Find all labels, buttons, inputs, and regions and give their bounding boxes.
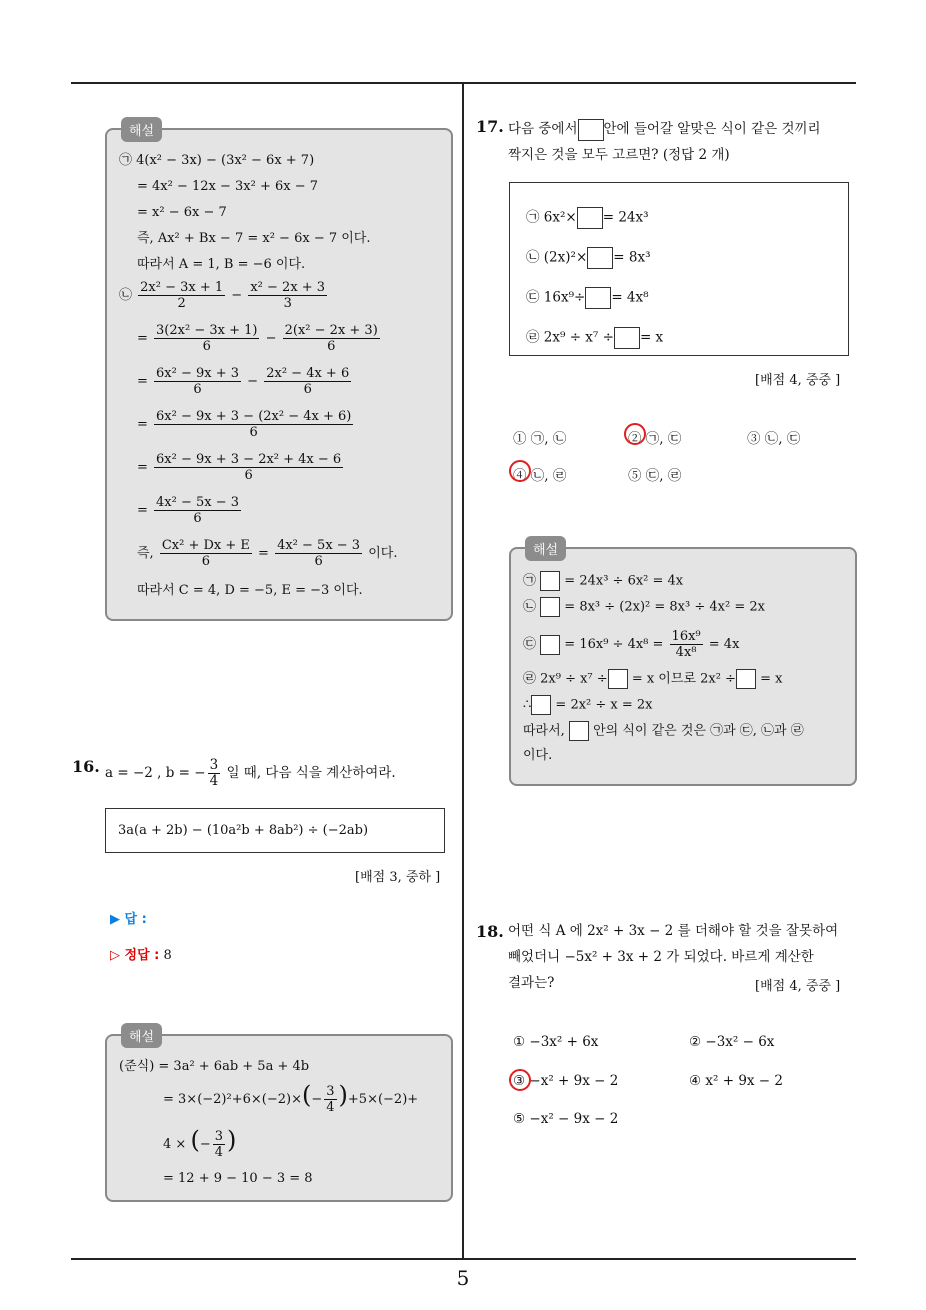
numerator: 4x² − 5x − 3	[277, 538, 361, 553]
q18-option-1[interactable]: ① −3x² + 6x	[513, 1034, 599, 1050]
denominator: 6	[202, 339, 211, 354]
sol-part: 안의 식이 같은 것은 ㉠과 ㉢, ㉡과 ㉣	[593, 723, 804, 739]
sol-line: = 12 + 9 − 10 − 3 = 8	[163, 1171, 313, 1186]
q16-expression: 3a(a + 2b) − (10a²b + 8ab²) ÷ (−2ab)	[118, 823, 369, 838]
denominator: 6	[249, 425, 258, 440]
answer-circle	[624, 423, 646, 445]
q17-line2: 짝지은 것을 모두 고르면? (정답 2 개)	[508, 147, 730, 163]
column-divider	[462, 84, 464, 1258]
solution-tab: 해설	[121, 117, 162, 142]
blank-box	[736, 669, 756, 689]
blank-box	[585, 287, 611, 309]
q18-option-5[interactable]: ⑤ −x² − 9x − 2	[513, 1111, 619, 1127]
blank-box	[540, 571, 560, 591]
q18-points: [배점 4, 중중 ]	[755, 979, 841, 994]
fraction	[154, 366, 241, 397]
q17-text	[508, 116, 858, 168]
blank-box	[577, 207, 603, 229]
solution-box-15	[105, 124, 453, 621]
q17-item	[526, 207, 649, 229]
sol-part: = x	[760, 671, 783, 687]
numerator: 6x² − 9x + 3	[156, 366, 240, 381]
q17-text-a: 다음 중에서	[508, 121, 578, 137]
item-right: = x	[639, 329, 664, 346]
numerator: 6x² − 9x + 3 − 2x² + 4x − 6	[156, 452, 342, 467]
sol-line: 따라서 C = 4, D = −5, E = −3 이다.	[137, 583, 363, 598]
numerator: 3	[214, 1129, 223, 1144]
fraction	[248, 280, 327, 311]
sol-part: 따라서,	[523, 723, 565, 739]
item-right: = 24x³	[602, 209, 649, 226]
solution-box-16	[105, 1030, 453, 1202]
fraction	[138, 280, 225, 311]
sol-line	[523, 629, 739, 660]
q18-line1: 어떤 식 A 에 2x² + 3x − 2 를 더해야 할 것을 잘못하여	[508, 923, 839, 939]
fraction	[154, 452, 343, 483]
answer-circle	[509, 460, 531, 482]
sol-line: = x² − 6x − 7	[137, 205, 227, 220]
sol-line: (준식) = 3a² + 6ab + 5a + 4b	[119, 1059, 310, 1074]
fraction	[160, 538, 252, 569]
sol-line	[523, 721, 804, 741]
blank-box	[531, 695, 551, 715]
numerator: 3(2x² − 3x + 1)	[156, 323, 258, 338]
item-left: ㉢ 16x⁹÷	[526, 289, 586, 306]
denominator: 4	[209, 773, 219, 789]
bottom-rule	[71, 1258, 856, 1260]
q18-option-4[interactable]: ④ x² + 9x − 2	[689, 1073, 783, 1089]
sol-part: = 2x² ÷ x = 2x	[555, 697, 653, 713]
answer-label: ▶ 답 :	[110, 912, 147, 927]
item-right: = 4x⁸	[611, 289, 649, 306]
correct-value: 8	[163, 948, 172, 963]
fraction	[324, 1084, 336, 1115]
answer-circle	[509, 1069, 531, 1091]
denominator: 6	[193, 511, 202, 526]
numerator: 16x⁹	[671, 629, 701, 644]
correct-label: ▷ 정답 :	[110, 948, 160, 963]
suffix: 이다.	[368, 546, 398, 561]
numerator: 3	[209, 757, 219, 773]
fraction	[154, 323, 259, 354]
q17-option-3[interactable]: ③ ㉡, ㉢	[747, 431, 801, 447]
denominator: 6	[314, 554, 323, 569]
q18-line3: 결과는?	[508, 975, 555, 991]
sol-part: = 8x³ ÷ (2x)² = 8x³ ÷ 4x² = 2x	[564, 599, 765, 615]
blank-box	[540, 635, 560, 655]
question-number-16: 16.	[72, 757, 100, 776]
q17-points: [배점 4, 중중 ]	[755, 373, 841, 388]
fraction	[275, 538, 362, 569]
q17-text-b: 안에 들어갈 알맞은 식이 같은 것끼리	[603, 121, 821, 137]
numerator: 2(x² − 2x + 3)	[284, 323, 378, 338]
question-number-18: 18.	[476, 922, 504, 941]
q17-item	[526, 287, 649, 309]
denominator: 6	[327, 339, 336, 354]
q16-points: [배점 3, 중하 ]	[355, 870, 441, 885]
numerator: 3	[326, 1084, 335, 1099]
solution-tab: 해설	[121, 1023, 162, 1048]
sol-part: ㉡	[523, 599, 537, 615]
sol-line: 이다.	[523, 748, 553, 763]
page-number: 5	[456, 1266, 470, 1290]
numerator: 6x² − 9x + 3 − (2x² − 4x + 6)	[156, 409, 352, 424]
fraction	[283, 323, 380, 354]
item-left: ㉣ 2x⁹ ÷ x⁷ ÷	[526, 329, 614, 346]
q17-option-2[interactable]: ② ㉠, ㉢	[628, 431, 682, 447]
fraction	[264, 366, 351, 397]
q18-option-2[interactable]: ② −3x² − 6x	[689, 1034, 775, 1050]
solution-tab: 해설	[525, 536, 566, 561]
denominator: 6	[303, 382, 312, 397]
denominator: 4	[214, 1145, 223, 1160]
denominator: 6	[201, 554, 211, 569]
q17-item	[526, 247, 650, 269]
item-left: ㉡ (2x)²×	[526, 249, 588, 266]
numerator: 2x² − 3x + 1	[140, 280, 224, 295]
denominator: 3	[283, 296, 292, 311]
item-right: = 8x³	[613, 249, 651, 266]
fraction	[670, 629, 703, 660]
numerator: 4x² − 5x − 3	[156, 495, 240, 510]
q17-line1	[508, 116, 858, 142]
denominator: 4x⁸	[675, 645, 697, 660]
q16-pre: a = −2 , b = −	[105, 765, 206, 781]
sol-part: ㉠	[523, 573, 537, 589]
sol-line: = $\frac{\text{3(2x² − 3x + 1)}}{6}$ − $\frac{\text{2(x² − 2x + 3)}}{6}$	[137, 323, 378, 354]
q16-text	[105, 758, 396, 789]
q16-expression-box	[105, 808, 445, 853]
q17-item	[526, 327, 663, 349]
sol-line: = $\frac{\text{6x² − 9x + 3 − 2x² + 4x − 6}}{6}$	[137, 452, 342, 483]
sol-line: = 3×(−2)²+6×(−2)×(− $\frac{3}{4}$ )+5×(−2)+	[163, 1081, 419, 1115]
blank-box	[540, 597, 560, 617]
sol-part: = 3×(−2)²+6×(−2)×	[163, 1092, 302, 1107]
sol-line: 즉, Ax² + Bx − 7 = x² − 6x − 7 이다.	[137, 231, 371, 246]
sol-line: = $\frac{\text{4x² − 5x − 3}}{6}$	[137, 495, 240, 526]
denominator: 6	[244, 468, 253, 483]
q18-option-3[interactable]: ③ −x² + 9x − 2	[513, 1073, 619, 1089]
blank-box	[608, 669, 628, 689]
sol-part: +5×(−2)+	[347, 1092, 419, 1107]
blank-box	[614, 327, 640, 349]
sol-line: ㉠ 4(x² − 3x) − (3x² − 6x + 7)	[119, 153, 315, 168]
sol-part: ∴	[523, 697, 532, 713]
q17-option-1[interactable]: ① ㉠, ㉡	[513, 431, 567, 447]
q18-line2: 빼었더니 −5x² + 3x + 2 가 되었다. 바르게 계산한	[508, 949, 814, 965]
prefix: 즉,	[137, 546, 154, 561]
sol-line	[523, 571, 683, 591]
sol-line	[523, 695, 653, 715]
sol-line: 4 × (− $\frac{3}{4}$ )	[163, 1126, 237, 1160]
q16-post: 일 때, 다음 식을 계산하여라.	[226, 765, 396, 781]
numerator: 2x² − 4x + 6	[266, 366, 350, 381]
sol-line: 즉, $\frac{\text{Cx² + Dx + E}}{6}$ = $\frac{\text{4x² − 5x − 3}}{6}$ 이다.	[137, 538, 398, 569]
sol-line: = 4x² − 12x − 3x² + 6x − 7	[137, 179, 319, 194]
blank-box	[569, 721, 589, 741]
sol-part: = x 이므로 2x² ÷	[631, 671, 736, 687]
denominator: 4	[326, 1100, 335, 1115]
sol-line: ㉡ $\frac{\text{2x² − 3x + 1}}{2}$ − $\frac{\text{x² − 2x + 3}}{3}$	[119, 280, 326, 311]
solution-box-17	[509, 543, 857, 786]
sol-part: 4 ×	[163, 1137, 187, 1152]
question-number-17: 17.	[476, 117, 504, 136]
numerator: Cx² + Dx + E	[161, 538, 250, 553]
q16-correct	[110, 947, 172, 965]
q16-answer-label	[110, 911, 147, 929]
sol-part: ㉣ 2x⁹ ÷ x⁷ ÷	[523, 671, 608, 687]
denominator: 2	[177, 296, 186, 311]
sol-line	[523, 597, 765, 617]
q17-items-box	[509, 182, 849, 356]
numerator: x² − 2x + 3	[250, 280, 326, 295]
sol-line: = $\frac{\text{6x² − 9x + 3 − (2x² − 4x + 6)}}{6}$	[137, 409, 352, 440]
fraction	[154, 495, 241, 526]
fraction	[208, 758, 221, 789]
sol-part: ㉢	[523, 637, 537, 652]
sol-line: = $\frac{\text{6x² − 9x + 3}}{6}$ − $\frac{\text{2x² − 4x + 6}}{6}$	[137, 366, 350, 397]
q17-option-4[interactable]: ④ ㉡, ㉣	[513, 468, 567, 484]
blank-box	[578, 119, 604, 141]
sol-part: = 4x	[708, 637, 740, 652]
sol-part: = 24x³ ÷ 6x² = 4x	[564, 573, 684, 589]
fraction	[154, 409, 353, 440]
sol-line: 따라서 A = 1, B = −6 이다.	[137, 257, 306, 272]
q17-option-5[interactable]: ⑤ ㉢, ㉣	[628, 468, 682, 484]
sol-line	[523, 669, 782, 689]
fraction	[213, 1129, 225, 1160]
blank-box	[587, 247, 613, 269]
denominator: 6	[193, 382, 202, 397]
mark: ㉡	[119, 288, 133, 303]
sol-part: = 16x⁹ ÷ 4x⁸ =	[564, 637, 664, 652]
item-left: ㉠ 6x²×	[526, 209, 577, 226]
